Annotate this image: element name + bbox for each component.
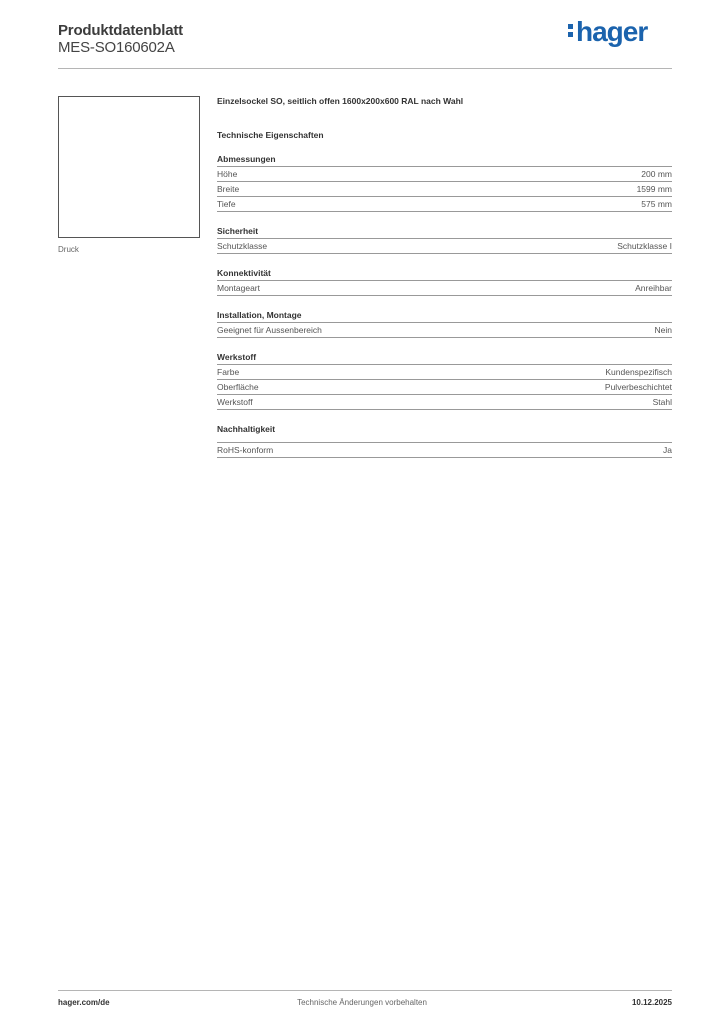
group-installation xyxy=(217,310,672,338)
footer-divider xyxy=(58,990,672,991)
logo-text: hager xyxy=(576,16,648,47)
property-row xyxy=(217,197,672,212)
property-row xyxy=(217,365,672,380)
property-label: Farbe xyxy=(217,367,240,377)
group-title: Installation, Montage xyxy=(217,310,672,323)
product-details xyxy=(217,96,672,458)
property-row xyxy=(217,443,672,458)
group-title: Sicherheit xyxy=(217,226,672,239)
group-title: Abmessungen xyxy=(217,154,672,167)
property-label: Schutzklasse xyxy=(217,241,268,251)
page-title: Produktdatenblatt xyxy=(58,22,183,39)
property-value: Stahl xyxy=(652,397,672,407)
property-value: 1599 mm xyxy=(636,184,672,194)
footer-notice: Technische Änderungen vorbehalten xyxy=(297,998,427,1007)
group-title: Nachhaltigkeit xyxy=(217,424,672,443)
property-value: Schutzklasse I xyxy=(617,241,672,251)
property-label: Montageart xyxy=(217,283,260,293)
property-label: Oberfläche xyxy=(217,382,259,392)
property-label: Tiefe xyxy=(217,199,236,209)
footer-date: 10.12.2025 xyxy=(631,998,672,1007)
property-row xyxy=(217,281,672,296)
property-value: Anreihbar xyxy=(635,283,672,293)
property-row xyxy=(217,323,672,338)
product-reference: MES-SO160602A xyxy=(58,39,175,56)
group-title: Werkstoff xyxy=(217,352,672,365)
property-label: Geeignet für Aussenbereich xyxy=(217,325,322,335)
group-abmessungen xyxy=(217,154,672,212)
property-value: Ja xyxy=(663,445,672,455)
property-value: 575 mm xyxy=(641,199,672,209)
property-label: Breite xyxy=(217,184,240,194)
property-label: Werkstoff xyxy=(217,397,253,407)
property-label: Höhe xyxy=(217,169,238,179)
property-label: RoHS-konform xyxy=(217,445,274,455)
property-row xyxy=(217,167,672,182)
footer-website-link[interactable]: hager.com/de xyxy=(58,998,110,1007)
logo-dots-icon xyxy=(568,21,573,40)
section-title: Technische Eigenschaften xyxy=(217,130,324,140)
group-werkstoff xyxy=(217,352,672,410)
property-value: 200 mm xyxy=(641,169,672,179)
group-title: Konnektivität xyxy=(217,268,672,281)
group-konnektivitaet xyxy=(217,268,672,296)
property-row xyxy=(217,380,672,395)
hager-logo xyxy=(568,16,647,48)
property-row xyxy=(217,182,672,197)
image-caption: Druck xyxy=(58,245,79,254)
property-value: Kundenspezifisch xyxy=(605,367,672,377)
property-value: Nein xyxy=(654,325,672,335)
product-description: Einzelsockel SO, seitlich offen 1600x200x600 RAL nach Wahl xyxy=(217,96,464,106)
group-sicherheit xyxy=(217,226,672,254)
property-value: Pulverbeschichtet xyxy=(604,382,672,392)
header-divider xyxy=(58,68,672,69)
group-nachhaltigkeit xyxy=(217,424,672,458)
property-row xyxy=(217,239,672,254)
product-image-placeholder xyxy=(58,96,200,238)
property-row xyxy=(217,395,672,410)
